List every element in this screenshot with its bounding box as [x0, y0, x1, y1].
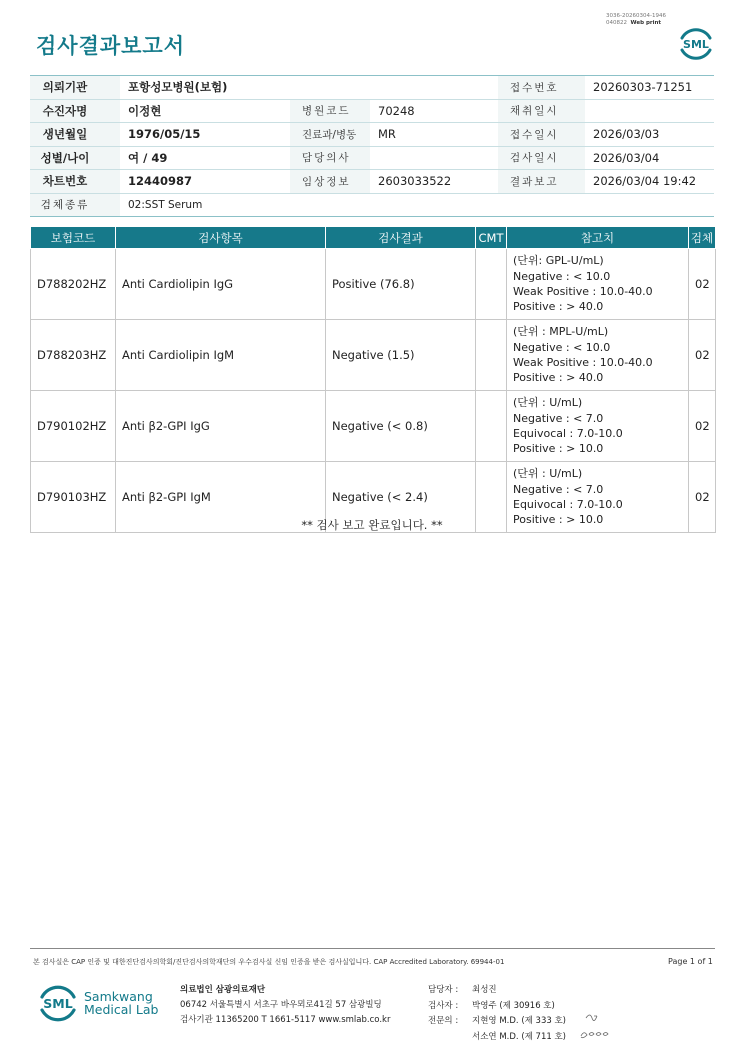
result-item: Anti Cardiolipin IgG — [116, 249, 326, 320]
result-cmt — [476, 320, 507, 391]
doctor-value — [370, 146, 498, 170]
ref-line: Positive : > 40.0 — [513, 371, 604, 385]
print-code — [606, 13, 686, 27]
header-reference: 참고치 — [507, 227, 689, 249]
result-reference — [507, 320, 689, 391]
dept-value: MR — [370, 123, 498, 147]
result-value: Negative (1.5) — [326, 320, 476, 391]
hospital-code-label: 병원코드 — [290, 99, 370, 123]
ref-line: (단위: GPL-U/mL) — [513, 254, 604, 268]
results-header-row — [31, 227, 716, 249]
test-date-label: 검사일시 — [498, 146, 585, 170]
ref-line: Weak Positive : 10.0-40.0 — [513, 356, 653, 369]
ref-line: Weak Positive : 10.0-40.0 — [513, 285, 653, 298]
sml-logo-top — [676, 24, 716, 62]
ref-line: Negative : < 7.0 — [513, 411, 604, 425]
patient-label: 수진자명 — [30, 99, 120, 123]
brand-line1: Samkwang — [84, 989, 153, 1004]
chart-no-label: 차트번호 — [30, 170, 120, 194]
clinical-value: 2603033522 — [370, 170, 498, 194]
receipt-date-label: 접수일시 — [498, 123, 585, 147]
sex-age-value: 여 / 49 — [120, 146, 290, 170]
result-specimen: 02 — [689, 462, 716, 533]
certification-note: 본 검사실은 CAP 인증 및 대한진단검사의학회/진단검사의학재단의 우수검사실 신임 인증을 받은 검사실입니다. CAP Accredited Laboratory. 69944-01 — [33, 958, 505, 966]
result-value: Negative (< 2.4) — [326, 462, 476, 533]
staff-item: 담당자 : 최성진 — [428, 985, 497, 995]
result-specimen: 02 — [689, 249, 716, 320]
ref-line: Positive : > 10.0 — [513, 442, 604, 456]
result-cmt — [476, 391, 507, 462]
result-reference — [507, 391, 689, 462]
specimen-value: 02:SST Serum — [120, 193, 714, 217]
sex-age-label: 성별/나이 — [30, 146, 120, 170]
staff-item: 서소연 M.D. (제 711 호) — [472, 1031, 567, 1042]
report-date-value: 2026/03/04 19:42 — [585, 170, 714, 194]
result-item: Anti β2-GPI IgG — [116, 391, 326, 462]
print-code-label: Web print — [630, 20, 662, 26]
result-code: D790103HZ — [31, 462, 116, 533]
ref-line: (단위 : MPL-U/mL) — [513, 325, 609, 339]
result-row — [31, 249, 716, 320]
collect-date-label: 채취일시 — [498, 99, 585, 123]
ref-line: Negative : < 10.0 — [513, 269, 611, 283]
staff-list — [428, 983, 566, 1045]
sml-logo-footer — [36, 981, 80, 1025]
result-code: D788202HZ — [31, 249, 116, 320]
dob-label: 생년월일 — [30, 123, 120, 147]
org-address: 06742 서울특별시 서초구 바우뫼로41길 57 삼광빌딩 — [180, 1000, 382, 1010]
clinical-label: 임상정보 — [290, 170, 370, 194]
brand-line2: Medical Lab — [84, 1002, 159, 1017]
ref-line: Positive : > 40.0 — [513, 300, 604, 314]
staff-item: 검사자 : 박영주 (제 30916 호) — [428, 1000, 555, 1011]
result-item: Anti β2-GPI IgM — [116, 462, 326, 533]
receipt-date-value: 2026/03/03 — [585, 123, 714, 147]
result-value: Positive (76.8) — [326, 249, 476, 320]
header-cmt: CMT — [476, 227, 507, 249]
org-contact: 검사기관 11365200 T 1661-5117 www.smlab.co.kr — [180, 1015, 391, 1025]
receipt-no-label: 접수번호 — [498, 76, 585, 100]
patient-info-table — [30, 75, 714, 217]
requester-value: 포항성모병원(보험) — [120, 76, 498, 100]
doctor-label: 담당의사 — [290, 146, 370, 170]
result-code: D788203HZ — [31, 320, 116, 391]
results-table — [30, 226, 716, 533]
header-code: 보험코드 — [31, 227, 116, 249]
footer-divider — [30, 948, 715, 949]
test-date-value: 2026/03/04 — [585, 146, 714, 170]
ref-line: (단위 : U/mL) — [513, 396, 583, 410]
receipt-no-value: 20260303-71251 — [585, 76, 714, 100]
page-number: Page 1 of 1 — [668, 957, 713, 966]
signature — [578, 1008, 618, 1042]
ref-line: Positive : > 10.0 — [513, 513, 604, 527]
dob-value: 1976/05/15 — [120, 123, 290, 147]
result-item: Anti Cardiolipin IgM — [116, 320, 326, 391]
ref-line: Equivocal : 7.0-10.0 — [513, 498, 623, 511]
ref-line: Negative : < 7.0 — [513, 482, 604, 496]
result-row — [31, 391, 716, 462]
ref-line: Equivocal : 7.0-10.0 — [513, 427, 623, 440]
header-specimen: 검체 — [689, 227, 716, 249]
result-reference — [507, 249, 689, 320]
result-specimen: 02 — [689, 391, 716, 462]
chart-no-value: 12440987 — [120, 170, 290, 194]
sml-logo-footer-text: SML — [43, 996, 73, 1011]
staff-item: 전문의 : 지현영 M.D. (제 333 호) — [428, 1016, 567, 1026]
result-row — [31, 320, 716, 391]
ref-line: (단위 : U/mL) — [513, 467, 583, 481]
report-date-label: 결과보고 — [498, 170, 585, 194]
org-name: 의료법인 삼광의료재단 — [180, 985, 266, 995]
dept-label: 진료과/병동 — [290, 123, 370, 147]
sml-logo-text: SML — [683, 38, 709, 51]
collect-date-value — [585, 99, 714, 123]
report-title: 검사결과보고서 — [36, 34, 186, 58]
ref-line: Negative : < 10.0 — [513, 340, 611, 354]
header-item: 검사항목 — [116, 227, 326, 249]
patient-value: 이정현 — [120, 99, 290, 123]
specimen-label: 검체종류 — [30, 193, 120, 217]
result-cmt — [476, 249, 507, 320]
result-code: D790102HZ — [31, 391, 116, 462]
brand-name — [84, 990, 158, 1016]
completion-note: ** 검사 보고 완료입니다. ** — [301, 518, 443, 532]
result-specimen: 02 — [689, 320, 716, 391]
print-code-line2: 040822 — [606, 20, 627, 26]
print-code-line1: 3036-20260304-1946 — [606, 13, 666, 19]
header-result: 검사결과 — [326, 227, 476, 249]
requester-label: 의뢰기관 — [30, 76, 120, 100]
hospital-code-value: 70248 — [370, 99, 498, 123]
organization-info — [180, 983, 390, 1028]
result-value: Negative (< 0.8) — [326, 391, 476, 462]
